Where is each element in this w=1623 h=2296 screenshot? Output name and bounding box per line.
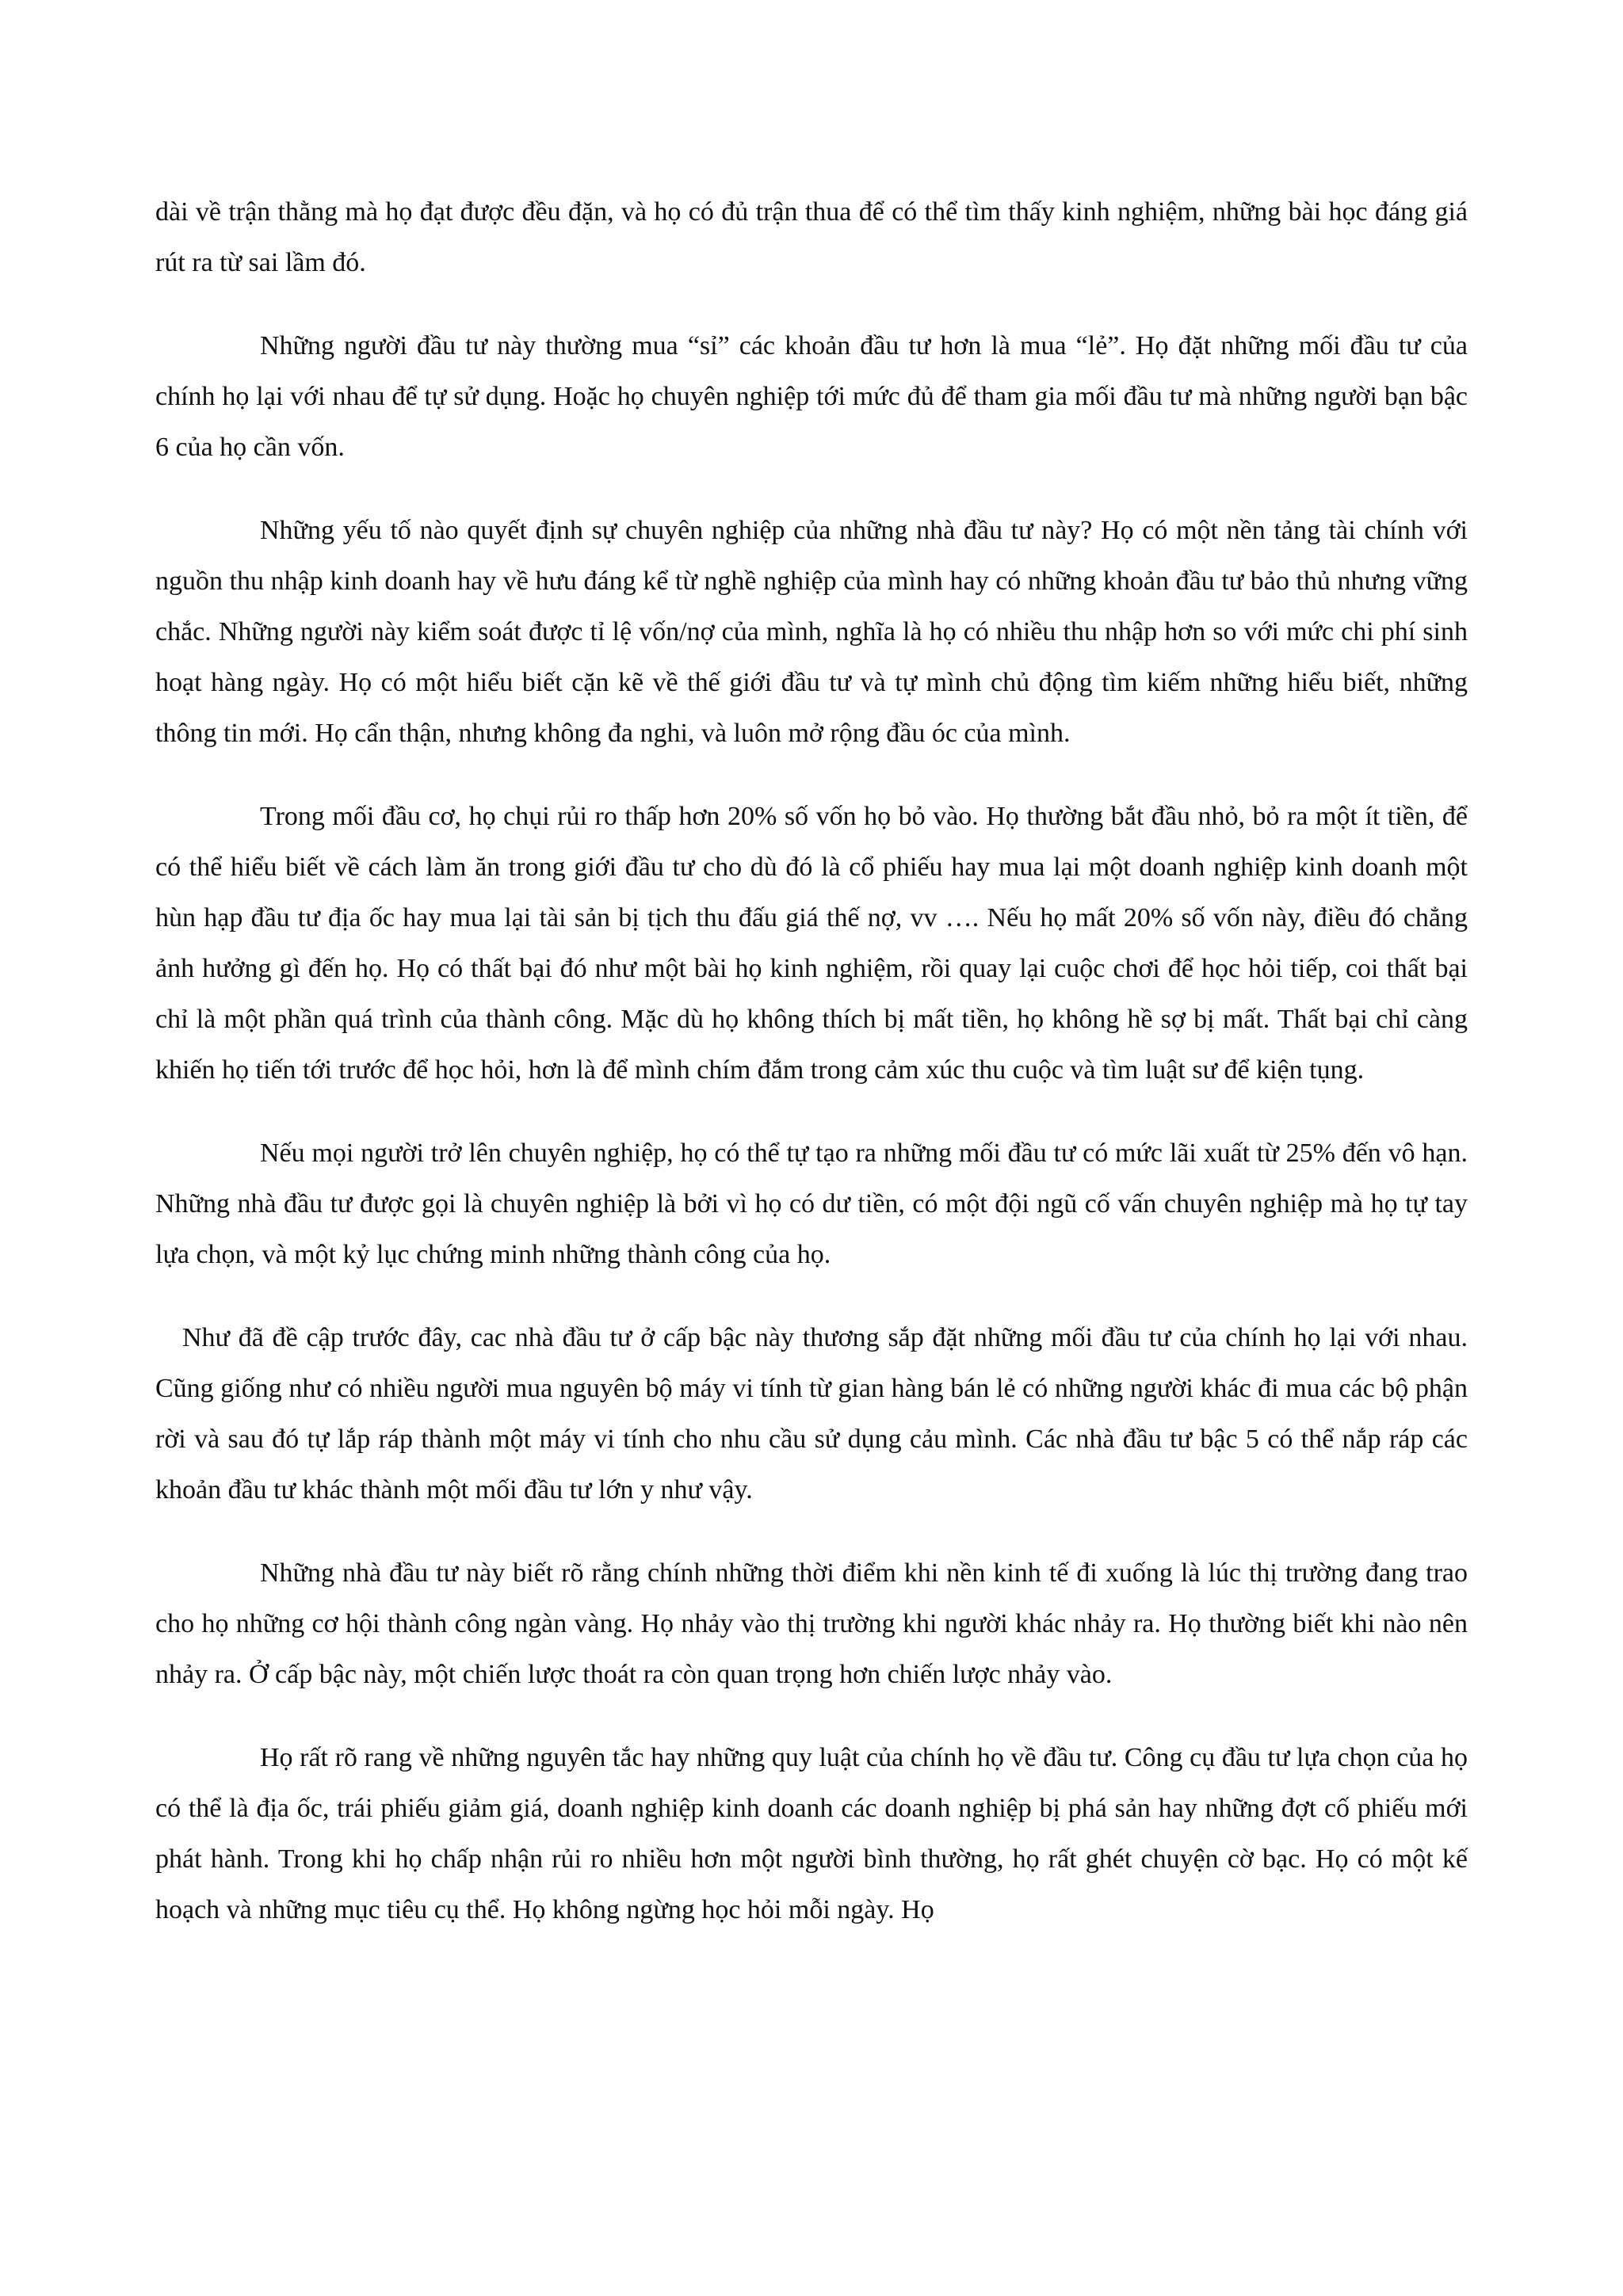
document-body [155, 187, 1468, 1968]
paragraph-7: Những nhà đầu tư này biết rõ rằng chính những thời điểm khi nền kinh tế đi xuống là lúc thị trường đang trao cho họ những cơ hội thành công ngàn vàng. Họ nhảy vào thị trường khi người khác nhảy ra. Họ thường biết khi nào nên nhảy ra. Ở cấp bậc này, một chiến lược thoát ra còn quan trọng hơn chiến lược nhảy vào. [155, 1558, 1468, 1689]
paragraph-5: Nếu mọi người trở lên chuyên nghiệp, họ có thể tự tạo ra những mối đầu tư có mức lãi xuất từ 25% đến vô hạn. Những nhà đầu tư được gọi là chuyên nghiệp là bởi vì họ có dư tiền, có một đội ngũ cố vấn chuyên nghiệp mà họ tự tay lựa chọn, và một kỷ lục chứng minh những thành công của họ. [155, 1138, 1468, 1269]
paragraph-2: Những người đầu tư này thường mua “sỉ” các khoản đầu tư hơn là mua “lẻ”. Họ đặt những mối đầu tư của chính họ lại với nhau để tự sử dụng. Hoặc họ chuyên nghiệp tới mức đủ để tham gia mối đầu tư mà những người bạn bậc 6 của họ cần vốn. [155, 331, 1468, 462]
paragraph-1: dài về trận thằng mà họ đạt được đều đặn, và họ có đủ trận thua để có thể tìm thấy kinh nghiệm, những bài học đáng giá rút ra từ sai lầm đó. [155, 197, 1468, 277]
paragraph-8: Họ rất rõ rang về những nguyên tắc hay những quy luật của chính họ về đầu tư. Công cụ đầu tư lựa chọn của họ có thể là địa ốc, trái phiếu giảm giá, doanh nghiệp kinh doanh các doanh nghiệp bị phá sản hay những đợt cố phiếu mới phát hành. Trong khi họ chấp nhận rủi ro nhiều hơn một người bình thường, họ rất ghét chuyện cờ bạc. Họ có một kế hoạch và những mục tiêu cụ thể. Họ không ngừng học hỏi mỗi ngày. Họ [155, 1743, 1468, 1924]
paragraph-4: Trong mối đầu cơ, họ chụi rủi ro thấp hơn 20% số vốn họ bỏ vào. Họ thường bắt đầu nhỏ, bỏ ra một ít tiền, để có thể hiểu biết về cách làm ăn trong giới đầu tư cho dù đó là cổ phiếu hay mua lại một doanh nghiệp kinh doanh một hùn hạp đầu tư địa ốc hay mua lại tài sản bị tịch thu đấu giá thế nợ, vv …. Nếu họ mất 20% số vốn này, điều đó chẳng ảnh hưởng gì đến họ. Họ có thất bại đó như một bài họ kinh nghiệm, rồi quay lại cuộc chơi để học hỏi tiếp, coi thất bại chỉ là một phần quá trình của thành công. Mặc dù họ không thích bị mất tiền, họ không hề sợ bị mất. Thất bại chỉ càng khiến họ tiến tới trước để học hỏi, hơn là để mình chím đắm trong cảm xúc thu cuộc và tìm luật sư để kiện tụng. [155, 802, 1468, 1085]
paragraph-3: Những yếu tố nào quyết định sự chuyên nghiệp của những nhà đầu tư này? Họ có một nền tảng tài chính với nguồn thu nhập kinh doanh hay về hưu đáng kể từ nghề nghiệp của mình hay có những khoản đầu tư bảo thủ nhưng vững chắc. Những người này kiểm soát được tỉ lệ vốn/nợ của mình, nghĩa là họ có nhiều thu nhập hơn so với mức chi phí sinh hoạt hàng ngày. Họ có một hiểu biết cặn kẽ về thế giới đầu tư và tự mình chủ động tìm kiếm những hiểu biết, những thông tin mới. Họ cẩn thận, nhưng không đa nghi, và luôn mở rộng đầu óc của mình. [155, 516, 1468, 748]
paragraph-6: Như đã đề cập trước đây, cac nhà đầu tư ở cấp bậc này thương sắp đặt những mối đầu tư của chính họ lại với nhau. Cũng giống như có nhiều người mua nguyên bộ máy vi tính từ gian hàng bán lẻ có những người khác đi mua các bộ phận rời và sau đó tự lắp ráp thành một máy vi tính cho nhu cầu sử dụng cảu mình. Các nhà đầu tư bậc 5 có thể nắp ráp các khoản đầu tư khác thành một mối đầu tư lớn y như vậy. [155, 1323, 1468, 1505]
